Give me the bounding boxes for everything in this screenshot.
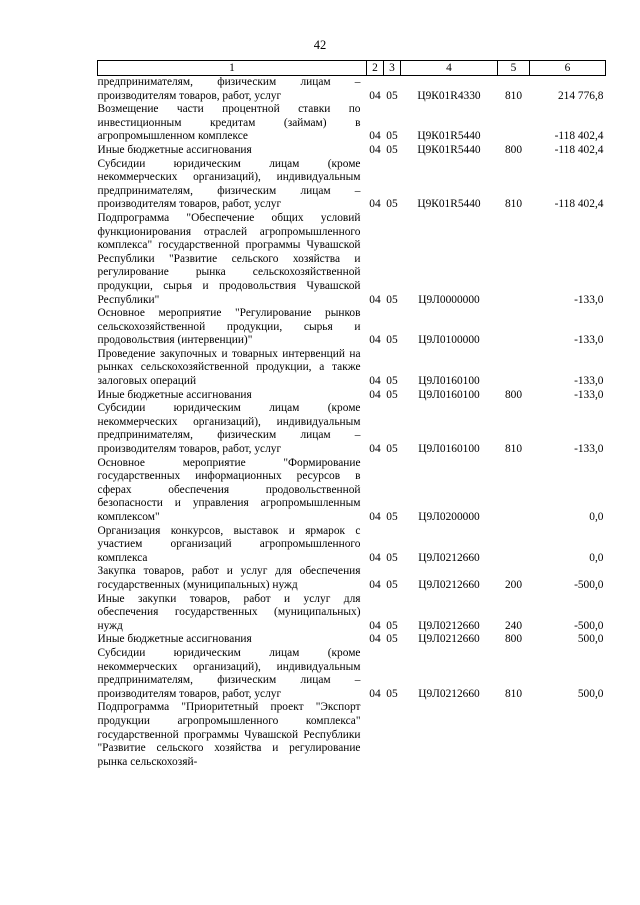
row-target-article: Ц9К01R5440: [417, 143, 481, 156]
row-amount: -133,0: [574, 293, 604, 306]
table-row: [98, 158, 606, 212]
row-section: 04: [369, 578, 381, 591]
row-name: Субсидии юридическим лицам (кроме некоммерческих организаций), индивидуальным предпринимателям, физическим лицам – производителям товаров, работ, услуг: [97, 402, 361, 456]
row-amount: 500,0: [577, 633, 604, 646]
row-expense-type: 800: [504, 388, 523, 401]
row-amount: -118 402,4: [554, 198, 604, 211]
table-row: [98, 144, 606, 158]
row-amount: -133,0: [574, 375, 604, 388]
row-section: 04: [369, 334, 381, 347]
row-section: 04: [369, 687, 381, 700]
row-name: Субсидии юридическим лицам (кроме некоммерческих организаций), индивидуальным предпринимателям, физическим лицам – производителям товаров, работ, услуг: [97, 157, 361, 211]
row-expense-type: 810: [504, 198, 523, 211]
row-section: 04: [369, 619, 381, 632]
row-name: Иные бюджетные ассигнования: [97, 633, 252, 646]
row-section: [367, 701, 384, 769]
row-amount: 0,0: [589, 551, 604, 564]
table-row: [98, 525, 606, 566]
row-expense-type: 240: [504, 619, 523, 632]
row-section: 04: [369, 143, 381, 156]
row-amount: -500,0: [574, 578, 604, 591]
table-row: [98, 402, 606, 456]
row-amount: 0,0: [589, 511, 604, 523]
row-subsection: 05: [386, 143, 398, 156]
row-target-article: Ц9Л0200000: [418, 511, 480, 523]
table-row: [98, 647, 606, 701]
row-name: предпринимателям, физическим лицам – производителям товаров, работ, услуг: [97, 76, 361, 102]
column-header-subsection: 3: [384, 61, 401, 76]
row-target-article: Ц9Л0212660: [418, 633, 480, 646]
row-target-article: Ц9Л0100000: [418, 334, 480, 347]
row-expense-type: 200: [504, 578, 523, 591]
row-target-article: Ц9К01R5440: [417, 130, 481, 143]
table-row: [98, 565, 606, 592]
row-subsection: [384, 701, 401, 769]
row-subsection: 05: [386, 293, 398, 306]
row-section: 04: [369, 511, 381, 523]
row-subsection: 05: [386, 578, 398, 591]
row-target-article: Ц9Л0212660: [418, 551, 480, 564]
row-amount: -118 402,4: [554, 130, 604, 143]
column-header-target-article: 4: [401, 61, 498, 76]
column-header-expense-type: 5: [498, 61, 530, 76]
row-expense-type: 810: [504, 89, 523, 102]
row-amount: -118 402,4: [554, 143, 604, 156]
row-name: Подпрограмма "Приоритетный проект "Экспорт продукции агропромышленного комплекса" государственной программы Чувашской Республики "Развитие сельского хозяйства и регулирование рынка сельскохозяй-: [97, 701, 361, 768]
row-target-article: Ц9Л0212660: [418, 578, 480, 591]
column-header-amount: 6: [530, 61, 606, 76]
row-section: 04: [369, 293, 381, 306]
row-name: Субсидии юридическим лицам (кроме некоммерческих организаций), индивидуальным предпринимателям, физическим лицам – производителям товаров, работ, услуг: [97, 646, 361, 700]
row-target-article: Ц9Л0212660: [418, 619, 480, 632]
row-amount: -133,0: [574, 443, 604, 456]
column-header-section: 2: [367, 61, 384, 76]
row-target-article: Ц9Л0160100: [418, 388, 480, 401]
row-name: Иные закупки товаров, работ и услуг для обеспечения государственных (муниципальных) нужд: [97, 592, 361, 632]
row-subsection: 05: [386, 619, 398, 632]
row-target-article: Ц9Л0000000: [418, 293, 480, 306]
row-amount: [530, 701, 606, 769]
row-expense-type: [498, 701, 530, 769]
row-section: 04: [369, 388, 381, 401]
row-subsection: 05: [386, 375, 398, 388]
row-expense-type: [498, 103, 530, 144]
row-subsection: 05: [386, 334, 398, 347]
row-amount: -133,0: [574, 334, 604, 347]
row-subsection: 05: [386, 130, 398, 143]
row-section: 04: [369, 633, 381, 646]
row-name: Подпрограмма "Обеспечение общих условий функционирования отраслей агропромышленного комплекса" государственной программы Чувашской Республики "Развитие сельского хозяйства и регулирование рынка сельскохозяйственной продукции, сырья и продовольствия Чувашской Республики": [97, 211, 361, 306]
row-expense-type: 810: [504, 443, 523, 456]
row-amount: -500,0: [574, 619, 604, 632]
row-name: Основное мероприятие "Регулирование рынков сельскохозяйственной продукции, сырья и продовольствия (интервенции)": [97, 307, 361, 347]
row-subsection: 05: [386, 551, 398, 564]
table-row: [98, 593, 606, 634]
row-amount: 500,0: [577, 687, 604, 700]
row-target-article: [401, 701, 498, 769]
table-row: [98, 307, 606, 348]
row-target-article: Ц9Л0212660: [418, 687, 480, 700]
row-name: Организация конкурсов, выставок и ярмарок с участием организаций агропромышленного комплекса: [97, 524, 361, 564]
table-row: [98, 76, 606, 104]
row-name: Возмещение части процентной ставки по инвестиционным кредитам (займам) в агропромышленном комплексе: [97, 103, 361, 143]
row-target-article: Ц9К01R4330: [417, 89, 481, 102]
row-subsection: 05: [386, 198, 398, 211]
table-row: [98, 701, 606, 769]
page-number: 42: [313, 38, 327, 52]
row-expense-type: [498, 525, 530, 566]
row-section: 04: [369, 89, 381, 102]
budget-table: [97, 60, 606, 769]
row-amount: 214 776,8: [557, 89, 604, 102]
row-section: 04: [369, 551, 381, 564]
row-name: Проведение закупочных и товарных интервенций на рынках сельскохозяйственной продукции, а также залоговых операций: [97, 347, 361, 388]
row-subsection: 05: [386, 443, 398, 456]
row-subsection: 05: [386, 89, 398, 102]
row-subsection: 05: [386, 511, 398, 523]
row-expense-type: 800: [504, 633, 523, 646]
row-expense-type: [498, 307, 530, 348]
row-expense-type: [498, 457, 530, 525]
table-row: [98, 457, 606, 525]
row-subsection: 05: [386, 633, 398, 646]
table-row: [98, 212, 606, 307]
row-section: 04: [369, 443, 381, 456]
table-body: [98, 76, 606, 770]
header-row: [98, 61, 606, 76]
row-section: 04: [369, 375, 381, 388]
row-name: Основное мероприятие "Формирование государственных информационных ресурсов в сферах обеспечения продовольственной безопасности и управления агропромышленным комплексом": [97, 456, 361, 523]
table-row: [98, 103, 606, 144]
row-subsection: 05: [386, 687, 398, 700]
row-name: Закупка товаров, работ и услуг для обеспечения государственных (муниципальных) нужд: [97, 565, 361, 591]
table-row: [98, 633, 606, 647]
row-target-article: Ц9Л0160100: [418, 375, 480, 388]
table-header: [98, 61, 606, 76]
row-expense-type: 800: [504, 143, 523, 156]
row-target-article: Ц9К01R5440: [417, 198, 481, 211]
row-subsection: 05: [386, 388, 398, 401]
column-header-name: 1: [98, 61, 367, 76]
row-name: Иные бюджетные ассигнования: [97, 143, 252, 156]
row-expense-type: 810: [504, 687, 523, 700]
row-target-article: Ц9Л0160100: [418, 443, 480, 456]
row-section: 04: [369, 130, 381, 143]
row-name: Иные бюджетные ассигнования: [97, 388, 252, 401]
row-expense-type: [498, 212, 530, 307]
table-row: [98, 389, 606, 403]
row-expense-type: [498, 348, 530, 389]
row-section: 04: [369, 198, 381, 211]
row-amount: -133,0: [574, 388, 604, 401]
table-row: [98, 348, 606, 389]
